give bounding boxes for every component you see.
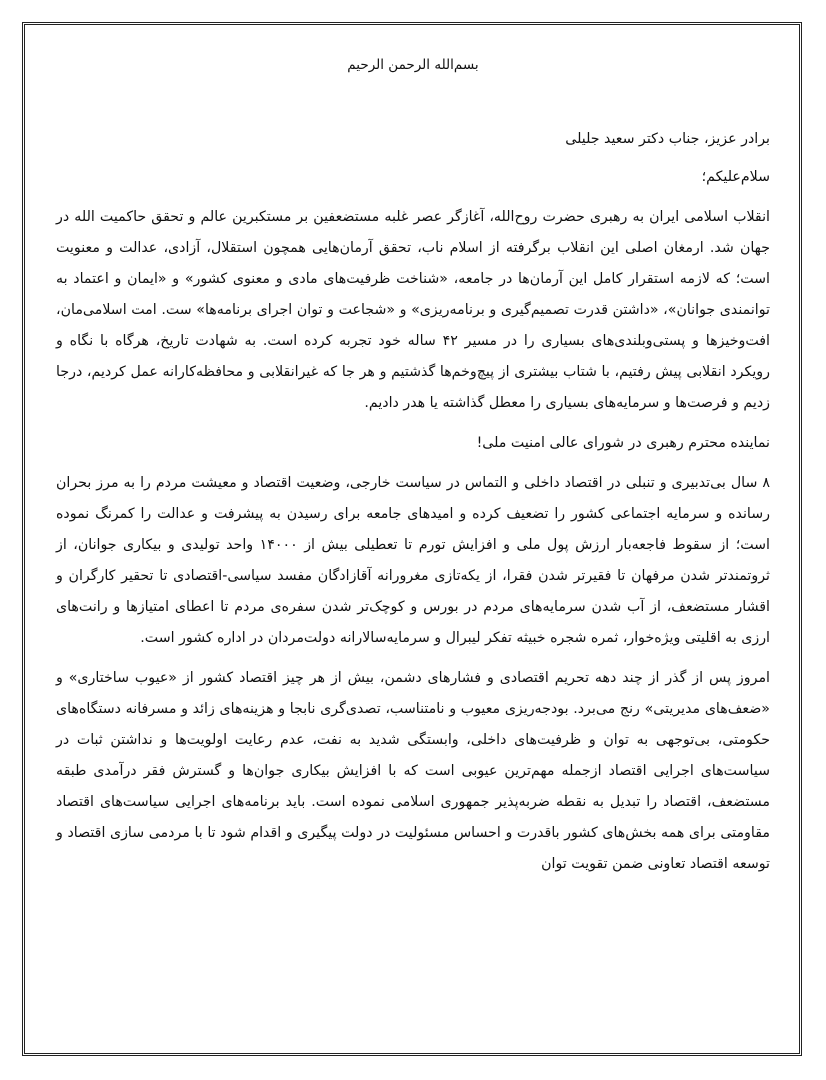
paragraph-revolution: انقلاب اسلامی ایران به رهبری حضرت روح‌الله، آغازگر عصر غلبه مستضعفین بر مستکبرین عالم و تحقق حاکمیت الله در جهان شد. ارمغان اصلی این انقلاب برگرفته از اسلام ناب، تحقق آرمان‌هایی همچون استقلال، آزادی، عدالت و معنویت است؛ که لازمه استقرار کامل این آرمان‌ها در جامعه، «شناخت ظرفیت‌های مادی و معنوی کشور» و «ایمان و اعتماد به توانمندی جوانان»، «داشتن قدرت تصمیم‌گیری و برنامه‌ریزی» و «شجاعت و توان اجرای برنامه‌ها» ست. امت اسلامی‌مان، افت‌وخیزها و پستی‌وبلندی‌های بسیاری را در مسیر ۴۲ ساله خود تجربه کرده است. به شهادت تاریخ، هرگاه با نگاه و رویکرد انقلابی پیش رفتیم، با شتاب بیشتری از پیچ‌وخم‌ها گذشتیم و هر جا که غیرانقلابی و محافظه‌کارانه عمل کردیم، درجا زدیم و فرصت‌ها و سرمایه‌های بسیاری را معطل گذاشته یا هدر دادیم. bbox=[56, 209, 770, 411]
greeting-line: سلام‌علیکم؛ bbox=[701, 169, 770, 185]
salutation-line: برادر عزیز، جناب دکتر سعید جلیلی bbox=[565, 131, 770, 147]
paragraph-economy-crisis: ۸ سال بی‌تدبیری و تنبلی در اقتصاد داخلی و التماس در سیاست خارجی، وضعیت اقتصاد و معیشت مردم را به مرز بحران رسانده و سرمایه اجتماعی کشور را تضعیف کرده و امیدهای جامعه برای رسیدن به پیشرفت و عدالت را کمرنگ نموده است؛ از سقوط فاجعه‌بار ارزش پول ملی و افزایش تورم تا تعطیلی بیش از ۱۴۰۰۰ واحد تولیدی و بیکاری جوانان، از ثروتمندتر شدن مرفهان تا فقیرتر شدن فقرا، از یکه‌تازی مغرورانه آقازادگان مفسد سیاسی-اقتصادی تا تحقیر کارگران و اقشار مستضعف، از آب شدن سرمایه‌های مردم در بورس و کوچک‌تر شدن سفره‌ی مردم تا اعطای امتیازها و رانت‌های ارزی به اقلیتی ویژه‌خوار، ثمره شجره خبیثه تفکر لیبرال و سرمایه‌سالارانه دولت‌مردان در اداره کشور است. bbox=[56, 475, 770, 646]
paragraph-structural-flaws: امروز پس از گذر از چند دهه تحریم اقتصادی و فشارهای دشمن، بیش از هر چیز اقتصاد کشور از «عیوب ساختاری» و «ضعف‌های مدیریتی» رنج می‌برد. بودجه‌ریزی معیوب و نامتناسب، تصدی‌گری نابجا و هزینه‌های زائد و مسرفانه دستگاه‌های حکومتی، بی‌توجهی به توان و ظرفیت‌های داخلی، وابستگی شدید به نفت، عدم رعایت اولویت‌ها و نداشتن ثبات در سیاست‌های اجرایی اقتصاد ازجمله مهم‌ترین عیوبی است که با افزایش بیکاری جوان‌ها و گسترش فقر درآمدی طبقه مستضعف، اقتصاد را تبدیل به نقطه ضربه‌پذیر جمهوری اسلامی نموده است. باید برنامه‌های اجرایی سیاست‌های اقتصاد مقاومتی برای همه بخش‌های کشور باقدرت و احساس مسئولیت در دولت پیگیری و اقدام شود تا با مردمی سازی اقتصاد و توسعه اقتصاد تعاونی ضمن تقویت توان bbox=[56, 670, 770, 872]
letter-body bbox=[56, 52, 770, 1040]
basmala-heading: بسم‌الله الرحمن الرحیم bbox=[347, 57, 479, 73]
address-subheading: نماینده محترم رهبری در شورای عالی امنیت ملی! bbox=[476, 435, 770, 451]
